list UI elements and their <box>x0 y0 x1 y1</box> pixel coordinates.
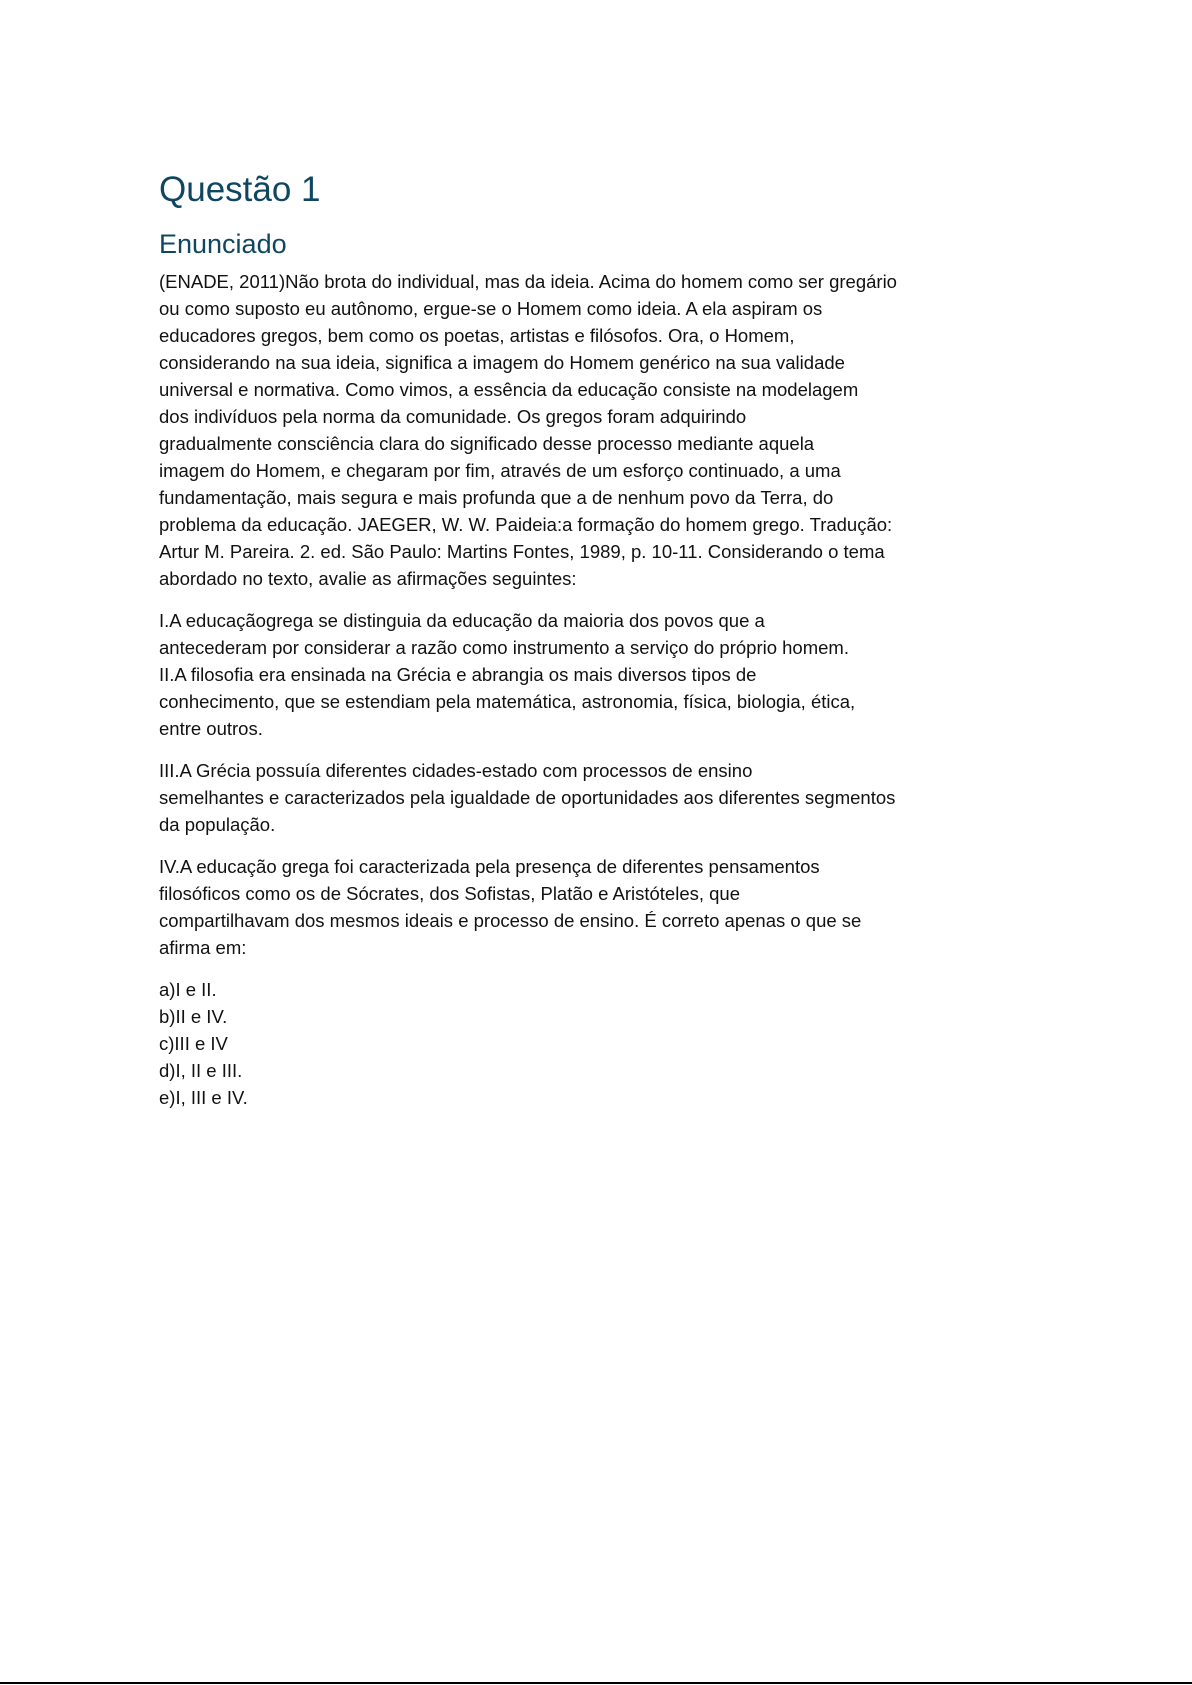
text-line: educadores gregos, bem como os poetas, artistas e filósofos. Ora, o Homem, <box>159 325 795 346</box>
text-line: gradualmente consciência clara do significado desse processo mediante aquela <box>159 433 815 454</box>
text-line: I.A educaçãogrega se distinguia da educação da maioria dos povos que a <box>159 610 765 631</box>
option-d: d)I, II e III. <box>159 1060 243 1081</box>
text-line: universal e normativa. Como vimos, a essência da educação consiste na modelagem <box>159 379 859 400</box>
text-line: Artur M. Pareira. 2. ed. São Paulo: Martins Fontes, 1989, p. 10-11. Considerando o tema <box>159 541 885 562</box>
question-title: Questão 1 <box>159 170 321 209</box>
text-line: filosóficos como os de Sócrates, dos Sofistas, Platão e Aristóteles, que <box>159 883 740 904</box>
text-line: entre outros. <box>159 718 263 739</box>
page-bottom-border <box>0 1682 1192 1684</box>
text-line: dos indivíduos pela norma da comunidade. Os gregos foram adquirindo <box>159 406 747 427</box>
affirmations-i-ii <box>159 607 959 742</box>
text-line: da população. <box>159 814 276 835</box>
text-line: ou como suposto eu autônomo, ergue-se o Homem como ideia. A ela aspiram os <box>159 298 823 319</box>
section-heading: Enunciado <box>159 229 287 259</box>
option-e: e)I, III e IV. <box>159 1087 248 1108</box>
text-line: III.A Grécia possuía diferentes cidades-estado com processos de ensino <box>159 760 753 781</box>
text-line: (ENADE, 2011)Não brota do individual, mas da ideia. Acima do homem como ser gregário <box>159 271 897 292</box>
text-line: II.A filosofia era ensinada na Grécia e abrangia os mais diversos tipos de <box>159 664 757 685</box>
option-b: b)II e IV. <box>159 1006 228 1027</box>
statement-paragraph <box>159 268 959 592</box>
affirmation-iv <box>159 853 959 961</box>
text-line: antecederam por considerar a razão como instrumento a serviço do próprio homem. <box>159 637 849 658</box>
text-line: conhecimento, que se estendiam pela matemática, astronomia, física, biologia, ética, <box>159 691 856 712</box>
text-line: IV.A educação grega foi caracterizada pela presença de diferentes pensamentos <box>159 856 820 877</box>
text-line: compartilhavam dos mesmos ideais e processo de ensino. É correto apenas o que se <box>159 910 862 931</box>
text-line: imagem do Homem, e chegaram por fim, através de um esforço continuado, a uma <box>159 460 841 481</box>
answer-options <box>159 976 959 1111</box>
text-line: abordado no texto, avalie as afirmações seguintes: <box>159 568 577 589</box>
text-line: problema da educação. JAEGER, W. W. Paideia:a formação do homem grego. Tradução: <box>159 514 893 535</box>
option-c: c)III e IV <box>159 1033 228 1054</box>
text-line: semelhantes e caracterizados pela igualdade de oportunidades aos diferentes segmentos <box>159 787 896 808</box>
affirmation-iii <box>159 757 959 838</box>
text-line: afirma em: <box>159 937 247 958</box>
option-a: a)I e II. <box>159 979 217 1000</box>
text-line: fundamentação, mais segura e mais profunda que a de nenhum povo da Terra, do <box>159 487 834 508</box>
document-page <box>159 168 959 1126</box>
text-line: considerando na sua ideia, significa a imagem do Homem genérico na sua validade <box>159 352 845 373</box>
